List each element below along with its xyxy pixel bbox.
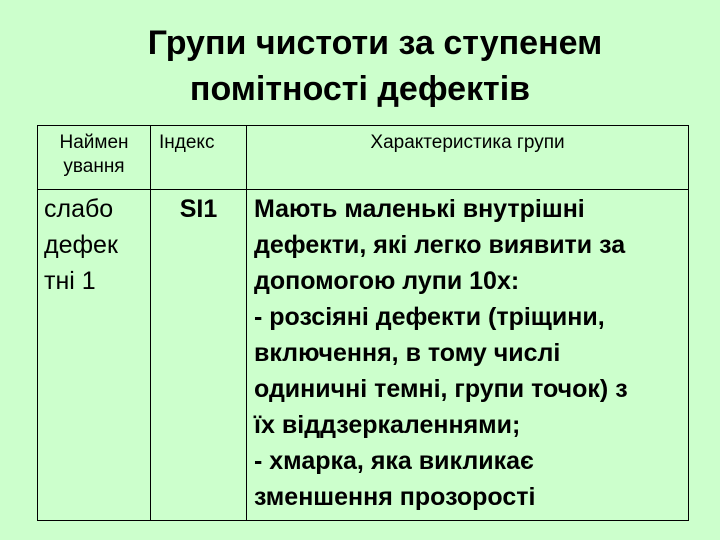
description-line: - розсіяні дефекти (тріщини,: [254, 303, 605, 331]
header-name-cell: [38, 126, 151, 190]
title-line: помітності дефектів: [189, 70, 531, 108]
description-line: дефекти, які легко виявити за: [254, 231, 626, 259]
description-line: одиничні темні, групи точок) з: [254, 375, 628, 403]
row-name-line: дефек: [44, 231, 118, 259]
header-name-line: ування: [63, 156, 125, 177]
description-line: - хмарка, яка викликає: [254, 447, 534, 475]
slide-title: [0, 20, 720, 112]
description-line: Мають маленькі внутрішні: [254, 195, 585, 223]
row-index-cell: SI1: [151, 190, 247, 521]
table-header-row: [38, 126, 689, 190]
description-line: зменшення прозорості: [254, 483, 536, 511]
row-name-cell: [38, 190, 151, 521]
table-row: [38, 190, 689, 521]
header-description-cell: Характеристика групи: [247, 126, 689, 190]
clarity-groups-table: [37, 125, 689, 521]
row-name-line: слабо: [44, 195, 114, 223]
row-description-cell: [247, 190, 689, 521]
row-name-line: тні 1: [44, 267, 96, 295]
description-line: включення, в тому числі: [254, 339, 561, 367]
description-line: допомогою лупи 10х:: [254, 267, 520, 295]
header-name-line: Наймен: [59, 132, 129, 153]
description-line: їх віддзеркаленнями;: [254, 411, 521, 439]
header-index-cell: Індекс: [151, 126, 247, 190]
title-line: Групи чистоти за ступенем: [147, 24, 603, 62]
